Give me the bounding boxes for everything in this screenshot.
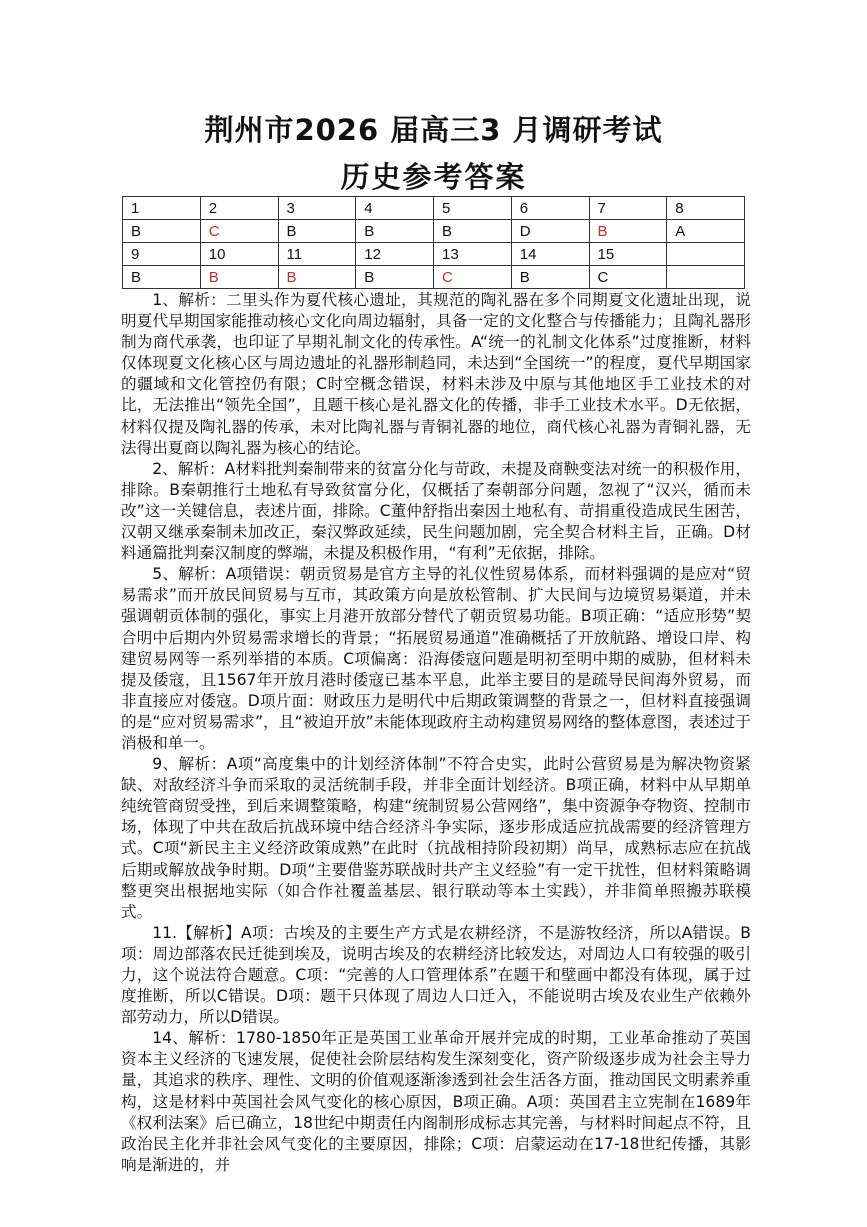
table-cell: B <box>200 266 278 289</box>
table-cell: 1 <box>123 197 201 220</box>
explanation-paragraph: 5、解析：A项错误：朝贡贸易是官方主导的礼仪性贸易体系，而材料强调的是应对“贸易需求”而开放民间贸易与互市，其政策方向是放松管制、扩大民间与边境贸易渠道，并未强调朝贡体制的强化，事实上月港开放部分替代了朝贡贸易功能。B项正确：“适应形势”契合明中后期内外贸易需求增长的背景；“拓展贸易通道”准确概括了开放航路、增设口岸、构建贸易网等一系列举措的本质。C项偏离：沿海倭寇问题是明初至明中期的威胁，但材料未提及倭寇，且1567年开放月港时倭寇已基本平息，此举主要目的是疏导民间海外贸易，而非直接应对倭寇。D项片面：财政压力是明代中后期政策调整的背景之一，但材料直接强调的是“应对贸易需求”，且“被迫开放”未能体现政府主动构建贸易网络的整体意图，表述过于消极和单一。 <box>121 565 751 752</box>
table-cell: 2 <box>200 197 278 220</box>
table-cell: 3 <box>278 197 356 220</box>
explanation-paragraph: 1、解析：二里头作为夏代核心遗址，其规范的陶礼器在多个同期夏文化遗址出现，说明夏代早期国家能推动核心文化向周边辐射，具备一定的文化整合与传播能力；且陶礼器形制为商代承袭，也印证了早期礼制文化的传承性。A“统一的礼制文化体系”过度推断，材料仅体现夏文化核心区与周边遗址的礼器形制趋同，未达到“全国统一”的程度，夏代早期国家的疆域和文化管控仍有限；C时空概念错误，材料未涉及中原与其他地区手工业技术的对比，无法推出“领先全国”，且题干核心是礼器文化的传播，非手工业技术水平。D无依据，材料仅提及陶礼器的传承，未对比陶礼器与青铜礼器的地位，商代核心礼器为青铜礼器，无法得出夏商以陶礼器为核心的结论。 <box>121 291 751 457</box>
page-title: 荆州市2026 届高三3 月调研考试 <box>204 113 663 147</box>
table-row <box>123 266 745 289</box>
table-cell: 9 <box>123 243 201 266</box>
explanation-paragraph: 2、解析：A材料批判秦制带来的贫富分化与苛政，未提及商鞅变法对统一的积极作用，排除。B秦朝推行土地私有导致贫富分化，仅概括了秦朝部分问题，忽视了“汉兴，循而未改”这一关键信息，表述片面，排除。C董仲舒指出秦因土地私有、苛捐重役造成民生困苦，汉朝又继承秦制未加改正，秦汉弊政延续，民生问题加剧，完全契合材料主旨，正确。D材料通篇批判秦汉制度的弊端，未提及积极作用，“有利”无依据，排除。 <box>121 459 751 563</box>
table-cell: 15 <box>589 243 667 266</box>
table-cell: B <box>278 220 356 243</box>
table-cell: 6 <box>511 197 589 220</box>
explanations <box>121 290 751 1176</box>
table-cell: 12 <box>356 243 434 266</box>
table-cell: B <box>123 220 201 243</box>
table-row <box>123 197 745 220</box>
table-cell: C <box>434 266 512 289</box>
explanation-paragraph: 14、解析：1780-1850年正是英国工业革命开展并完成的时期，工业革命推动了英国资本主义经济的飞速发展，促使社会阶层结构发生深刻变化，资产阶级逐步成为社会主导力量，其追求的秩序、理性、文明的价值观逐渐渗透到社会生活各方面，推动国民文明素养重构，这是材料中英国社会风气变化的核心原因，B项正确。A项：英国君主立宪制在1689年《权利法案》后已确立，18世纪中期责任内阁制形成标志其完善，与材料时间起点不符，且政治民主化并非社会风气变化的主要原因，排除；C项：启蒙运动在17-18世纪传播，其影响是渐进的，并 <box>121 1029 751 1174</box>
table-cell: 14 <box>511 243 589 266</box>
page-subtitle: 历史参考答案 <box>340 160 527 194</box>
table-cell: B <box>356 266 434 289</box>
table-cell: D <box>511 220 589 243</box>
table-row <box>123 220 745 243</box>
table-cell: A <box>667 220 745 243</box>
table-cell <box>667 266 745 289</box>
table-cell: 5 <box>434 197 512 220</box>
table-cell: 8 <box>667 197 745 220</box>
table-cell: B <box>278 266 356 289</box>
table-cell: B <box>356 220 434 243</box>
table-cell: B <box>123 266 201 289</box>
table-cell: C <box>200 220 278 243</box>
table-cell <box>667 243 745 266</box>
table-cell: 11 <box>278 243 356 266</box>
table-cell: B <box>434 220 512 243</box>
table-cell: 7 <box>589 197 667 220</box>
explanation-paragraph: 9、解析：A项“高度集中的计划经济体制”不符合史实，此时公营贸易是为解决物资紧缺、对敌经济斗争而采取的灵活统制手段，并非全面计划经济。B项正确，材料中从早期单纯统管商贸受挫，到后来调整策略，构建“统制贸易公营网络”，集中资源争夺物资、控制市场，体现了中共在敌后抗战环境中结合经济斗争实际，逐步形成适应抗战需要的经济管理方式。C项“新民主主义经济政策成熟”在此时（抗战相持阶段初期）尚早，成熟标志应在抗战后期或解放战争时期。D项“主要借鉴苏联战时共产主义经验”有一定干扰性，但材料策略调整更突出根据地实际（如合作社覆盖基层、银行联动等本土实践），并非简单照搬苏联模式。 <box>121 755 751 921</box>
explanation-paragraph: 11.【解析】A项：古埃及的主要生产方式是农耕经济，不是游牧经济，所以A错误。B项：周边部落农民迁徙到埃及，说明古埃及的农耕经济比较发达，对周边人口有较强的吸引力，这个说法符合题意。C项：“完善的人口管理体系”在题干和壁画中都没有体现，属于过度推断，所以C错误。D项：题干只体现了周边人口迁入，不能说明古埃及农业生产依赖外部劳动力，所以D错误。 <box>121 923 751 1027</box>
table-cell: 10 <box>200 243 278 266</box>
table-cell: C <box>589 266 667 289</box>
table-cell: B <box>589 220 667 243</box>
answer-table <box>122 196 745 289</box>
table-cell: B <box>511 266 589 289</box>
table-cell: 13 <box>434 243 512 266</box>
table-row <box>123 243 745 266</box>
table-cell: 4 <box>356 197 434 220</box>
